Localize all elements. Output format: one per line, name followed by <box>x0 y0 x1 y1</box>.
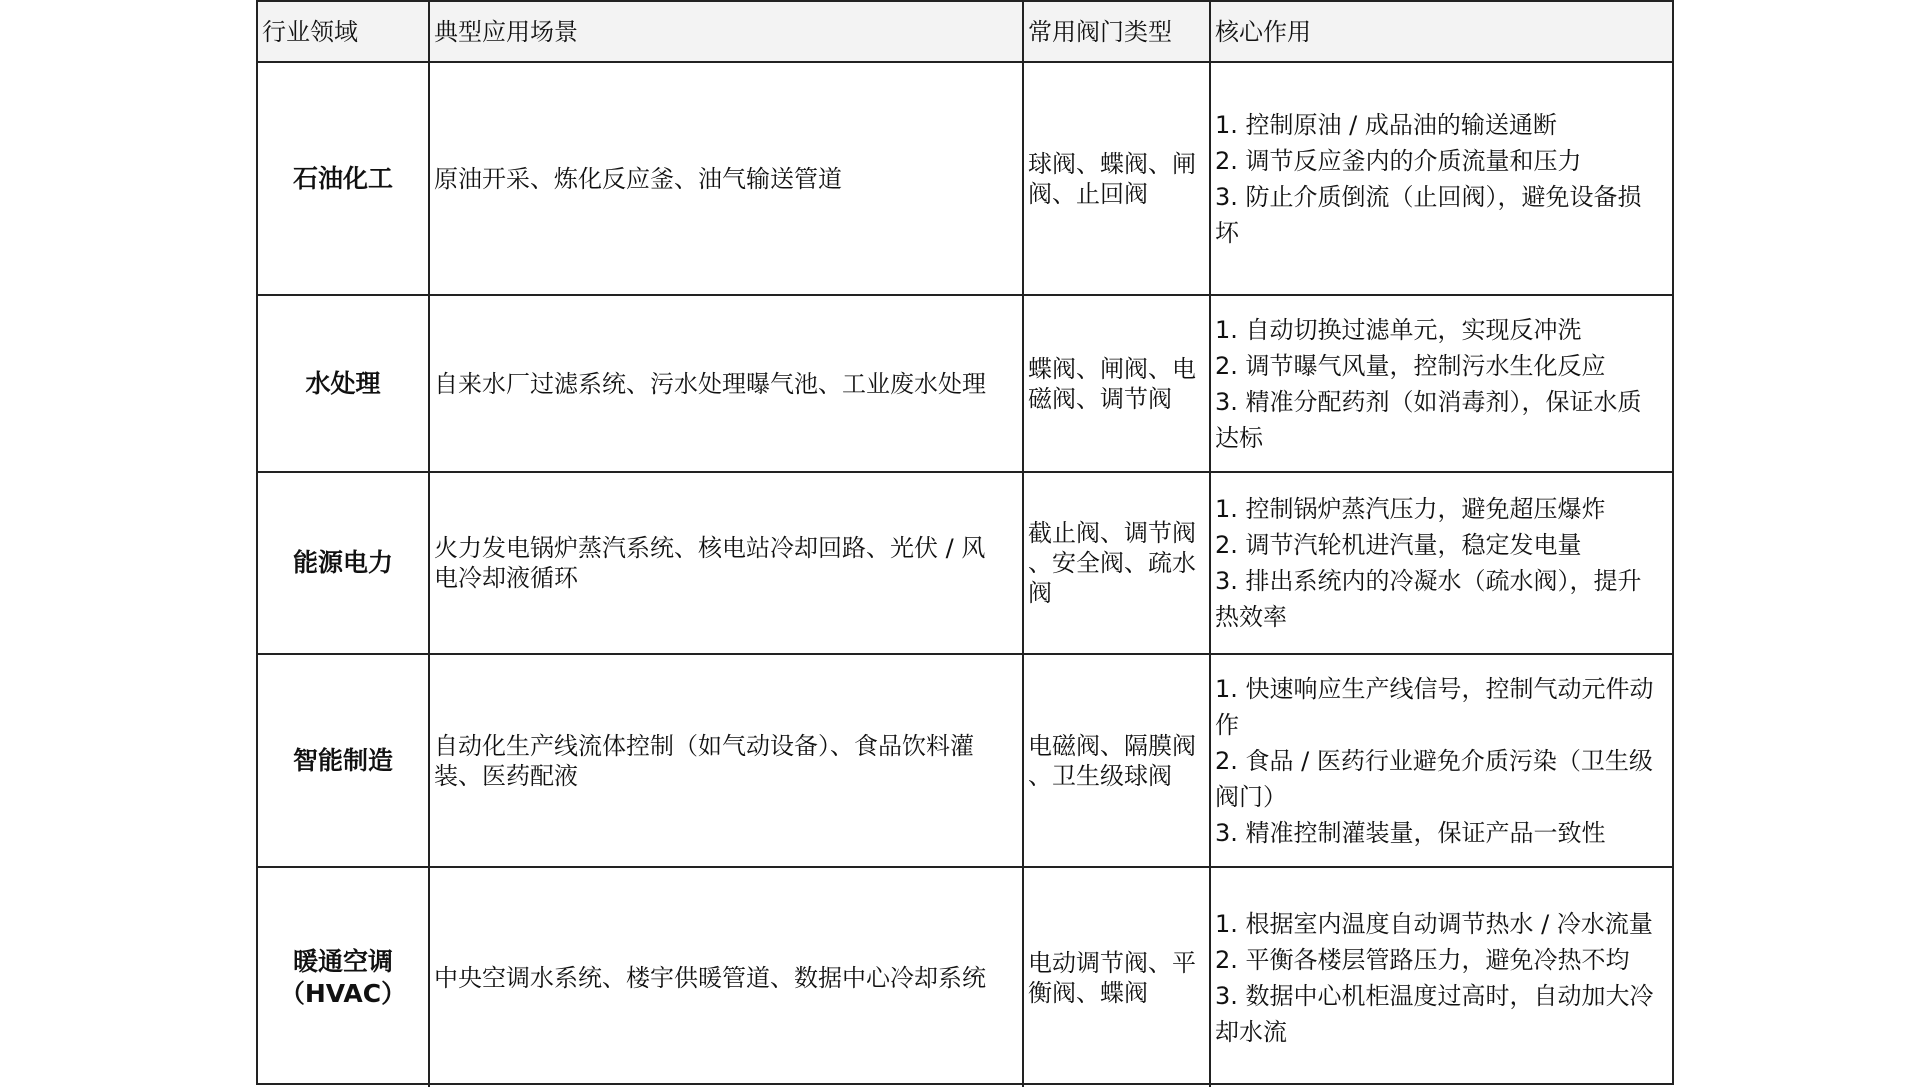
roles-cell <box>1211 868 1672 1087</box>
scenario-line: 中央空调水系统、楼宇供暖管道、数据中心冷却系统 <box>434 963 986 992</box>
table-row <box>258 473 1672 655</box>
industry-valve-table <box>256 0 1674 1085</box>
roles-line: 1. 根据室内温度自动调节热水 / 冷水流量 <box>1215 909 1653 938</box>
valves-line: 阀、止回阀 <box>1028 179 1148 208</box>
valves-line: 阀 <box>1028 579 1052 607</box>
header-industry: 行业领域 <box>258 2 430 61</box>
scenario-line: 火力发电锅炉蒸汽系统、核电站冷却回路、光伏 / 风 <box>434 534 986 562</box>
industry-line: 石油化工 <box>292 163 393 193</box>
roles-line: 坏 <box>1215 218 1239 247</box>
roles-line: 1. 控制原油 / 成品油的输送通断 <box>1215 110 1557 139</box>
roles-line: 3. 排出系统内的冷凝水（疏水阀），提升 <box>1215 567 1642 595</box>
roles-line: 1. 快速响应生产线信号，控制气动元件动 <box>1215 674 1654 703</box>
valves-cell <box>1024 473 1211 653</box>
header-scenario: 典型应用场景 <box>430 2 1024 61</box>
roles-line: 2. 调节汽轮机进汽量，稳定发电量 <box>1215 531 1582 559</box>
industry-line: 智能制造 <box>292 745 393 775</box>
industry-cell <box>258 296 430 471</box>
roles-line: 1. 控制锅炉蒸汽压力，避免超压爆炸 <box>1215 495 1606 523</box>
industry-line: 暖通空调 <box>292 946 393 976</box>
scenario-line: 原油开采、炼化反应釜、油气输送管道 <box>434 164 842 193</box>
industry-line: 水处理 <box>305 368 381 398</box>
industry-cell <box>258 473 430 653</box>
roles-line: 3. 防止介质倒流（止回阀），避免设备损 <box>1215 182 1642 211</box>
industry-cell <box>258 655 430 866</box>
valves-line: 蝶阀、闸阀、电 <box>1028 354 1196 383</box>
scenario-cell <box>430 868 1024 1087</box>
roles-cell <box>1211 63 1672 294</box>
scenario-cell <box>430 473 1024 653</box>
roles-line: 2. 调节反应釜内的介质流量和压力 <box>1215 146 1582 175</box>
table-row <box>258 868 1672 1087</box>
valves-line: 、安全阀、疏水 <box>1028 549 1196 577</box>
scenario-cell <box>430 655 1024 866</box>
roles-line: 2. 食品 / 医药行业避免介质污染（卫生级 <box>1215 746 1653 775</box>
table-row <box>258 296 1672 473</box>
table-header-row <box>258 2 1672 63</box>
roles-cell <box>1211 655 1672 866</box>
roles-line: 3. 数据中心机柜温度过高时，自动加大冷 <box>1215 981 1654 1010</box>
roles-cell <box>1211 296 1672 471</box>
header-roles: 核心作用 <box>1215 17 1311 46</box>
scenario-line: 自动化生产线流体控制（如气动设备）、食品饮料灌 <box>434 731 974 760</box>
scenario-cell <box>430 63 1024 294</box>
roles-line: 却水流 <box>1215 1017 1287 1046</box>
table-row <box>258 63 1672 296</box>
roles-cell <box>1211 473 1672 653</box>
valves-cell <box>1024 868 1211 1087</box>
scenario-line: 电冷却液循环 <box>434 564 578 592</box>
valves-line: 磁阀、调节阀 <box>1028 384 1172 413</box>
industry-line: 能源电力 <box>292 548 393 577</box>
scenario-cell <box>430 296 1024 471</box>
scenario-line: 自来水厂过滤系统、污水处理曝气池、工业废水处理 <box>434 369 986 398</box>
valves-cell <box>1024 63 1211 294</box>
roles-line: 作 <box>1215 710 1239 739</box>
roles-line: 1. 自动切换过滤单元，实现反冲洗 <box>1215 315 1582 344</box>
valves-line: 球阀、蝶阀、闸 <box>1028 149 1196 178</box>
valves-line: 电动调节阀、平 <box>1028 948 1196 977</box>
roles-line: 2. 平衡各楼层管路压力，避免冷热不均 <box>1215 945 1630 974</box>
valves-line: 、卫生级球阀 <box>1028 761 1172 790</box>
roles-line: 3. 精准分配药剂（如消毒剂），保证水质 <box>1215 387 1642 416</box>
header-valves: 常用阀门类型 <box>1024 2 1211 61</box>
roles-line: 2. 调节曝气风量，控制污水生化反应 <box>1215 351 1606 380</box>
roles-line: 热效率 <box>1215 603 1287 631</box>
valves-cell <box>1024 296 1211 471</box>
industry-cell <box>258 868 430 1087</box>
valves-line: 截止阀、调节阀 <box>1028 519 1196 547</box>
industry-cell <box>258 63 430 294</box>
roles-line: 阀门） <box>1215 782 1287 811</box>
valves-line: 电磁阀、隔膜阀 <box>1028 731 1196 760</box>
scenario-line: 装、医药配液 <box>434 761 578 790</box>
roles-line: 3. 精准控制灌装量，保证产品一致性 <box>1215 818 1606 847</box>
table-row <box>258 655 1672 868</box>
industry-line: （HVAC） <box>279 978 407 1008</box>
valves-line: 衡阀、蝶阀 <box>1028 978 1148 1007</box>
roles-line: 达标 <box>1215 423 1263 452</box>
valves-cell <box>1024 655 1211 866</box>
